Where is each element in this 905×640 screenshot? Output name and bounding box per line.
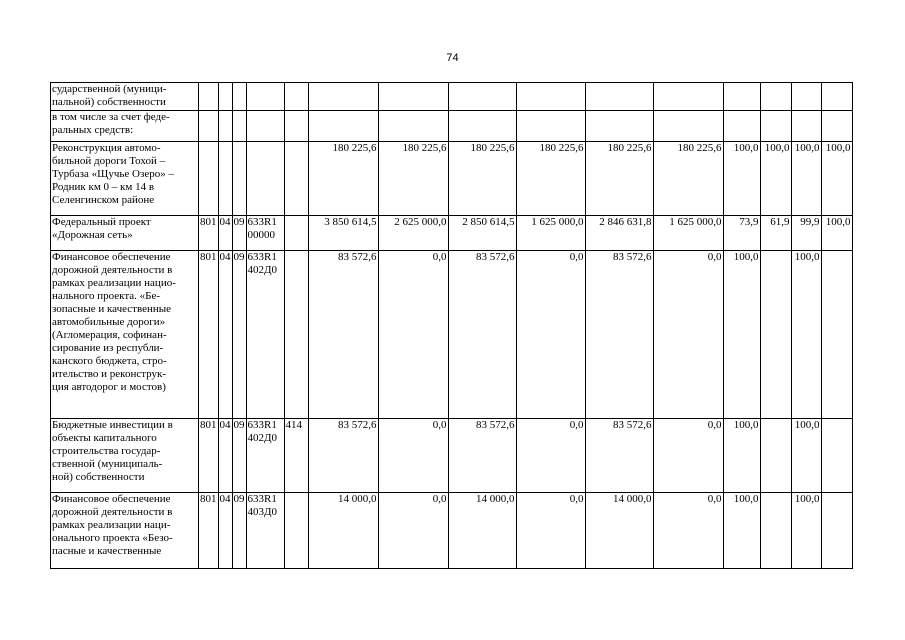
value-cell: 2 625 000,0 bbox=[378, 216, 448, 251]
value-cell: 180 225,6 bbox=[585, 142, 653, 216]
value-cell: 180 225,6 bbox=[378, 142, 448, 216]
percent-cell bbox=[760, 251, 791, 419]
percent-cell bbox=[791, 111, 821, 142]
percent-cell bbox=[760, 493, 791, 569]
value-cell bbox=[448, 83, 516, 111]
value-cell: 83 572,6 bbox=[308, 251, 378, 419]
value-cell: 0,0 bbox=[378, 251, 448, 419]
budget-table bbox=[50, 82, 853, 569]
percent-cell: 100,0 bbox=[723, 419, 760, 493]
value-cell bbox=[448, 111, 516, 142]
value-cell: 83 572,6 bbox=[585, 419, 653, 493]
value-cell bbox=[378, 83, 448, 111]
value-cell: 0,0 bbox=[653, 493, 723, 569]
value-cell bbox=[516, 83, 585, 111]
admin-code: 801 bbox=[199, 419, 219, 493]
value-cell: 180 225,6 bbox=[653, 142, 723, 216]
percent-cell bbox=[821, 111, 852, 142]
value-cell: 0,0 bbox=[653, 251, 723, 419]
value-cell bbox=[585, 83, 653, 111]
value-cell: 3 850 614,5 bbox=[308, 216, 378, 251]
value-cell: 2 846 631,8 bbox=[585, 216, 653, 251]
value-cell bbox=[585, 111, 653, 142]
value-cell: 14 000,0 bbox=[448, 493, 516, 569]
percent-cell bbox=[760, 419, 791, 493]
expense-type-code bbox=[284, 142, 308, 216]
target-article-code bbox=[246, 142, 284, 216]
percent-cell bbox=[821, 419, 852, 493]
table-row bbox=[51, 111, 853, 142]
admin-code: 801 bbox=[199, 216, 219, 251]
admin-code: 801 bbox=[199, 493, 219, 569]
value-cell: 83 572,6 bbox=[585, 251, 653, 419]
row-name: Федеральный проект «Дорожная сеть» bbox=[51, 216, 199, 251]
subsection-code bbox=[232, 83, 246, 111]
value-cell: 14 000,0 bbox=[308, 493, 378, 569]
subsection-code: 09 bbox=[232, 419, 246, 493]
expense-type-code: 414 bbox=[284, 419, 308, 493]
value-cell: 0,0 bbox=[516, 419, 585, 493]
percent-cell: 100,0 bbox=[791, 493, 821, 569]
percent-cell: 100,0 bbox=[723, 142, 760, 216]
percent-cell: 61,9 bbox=[760, 216, 791, 251]
value-cell: 83 572,6 bbox=[448, 419, 516, 493]
expense-type-code bbox=[284, 216, 308, 251]
value-cell: 1 625 000,0 bbox=[653, 216, 723, 251]
row-name: в том числе за счет феде- ральных средств: bbox=[51, 111, 199, 142]
section-code bbox=[218, 142, 232, 216]
admin-code bbox=[199, 111, 219, 142]
value-cell: 0,0 bbox=[516, 493, 585, 569]
value-cell: 0,0 bbox=[516, 251, 585, 419]
value-cell: 0,0 bbox=[378, 493, 448, 569]
section-code: 04 bbox=[218, 216, 232, 251]
value-cell: 83 572,6 bbox=[448, 251, 516, 419]
percent-cell bbox=[791, 83, 821, 111]
target-article-code: 633R1 00000 bbox=[246, 216, 284, 251]
table-row bbox=[51, 419, 853, 493]
value-cell: 2 850 614,5 bbox=[448, 216, 516, 251]
percent-cell: 100,0 bbox=[723, 251, 760, 419]
row-name: Финансовое обеспечение дорожной деятельности в рамках реализации наци- онального проекта «Безо- пасные и качественные bbox=[51, 493, 199, 569]
page-number: 74 bbox=[446, 52, 459, 64]
subsection-code: 09 bbox=[232, 216, 246, 251]
value-cell: 180 225,6 bbox=[448, 142, 516, 216]
expense-type-code bbox=[284, 83, 308, 111]
percent-cell: 100,0 bbox=[821, 216, 852, 251]
expense-type-code bbox=[284, 251, 308, 419]
value-cell bbox=[378, 111, 448, 142]
subsection-code: 09 bbox=[232, 251, 246, 419]
percent-cell bbox=[723, 111, 760, 142]
value-cell: 180 225,6 bbox=[308, 142, 378, 216]
percent-cell: 100,0 bbox=[723, 493, 760, 569]
percent-cell bbox=[821, 251, 852, 419]
percent-cell: 100,0 bbox=[791, 142, 821, 216]
percent-cell bbox=[821, 493, 852, 569]
value-cell bbox=[653, 83, 723, 111]
row-name: Бюджетные инвестиции в объекты капитального строительства государ- ственной (муниципаль- ной) собственности bbox=[51, 419, 199, 493]
value-cell bbox=[308, 83, 378, 111]
table-row bbox=[51, 493, 853, 569]
value-cell bbox=[653, 111, 723, 142]
value-cell: 180 225,6 bbox=[516, 142, 585, 216]
value-cell bbox=[308, 111, 378, 142]
section-code: 04 bbox=[218, 493, 232, 569]
table-row bbox=[51, 216, 853, 251]
percent-cell: 99,9 bbox=[791, 216, 821, 251]
value-cell: 1 625 000,0 bbox=[516, 216, 585, 251]
target-article-code: 633R1 402Д0 bbox=[246, 251, 284, 419]
value-cell bbox=[516, 111, 585, 142]
admin-code bbox=[199, 142, 219, 216]
percent-cell bbox=[760, 111, 791, 142]
admin-code: 801 bbox=[199, 251, 219, 419]
row-name: Финансовое обеспечение дорожной деятельности в рамках реализации нацио- нального проекта. «Бе- зопасные и качественные автомобильные дороги» (Агломерация, софинан- сирование из республи- канского бюджета, стро- ительство и реконструк- ция автодорог и мостов) bbox=[51, 251, 199, 419]
percent-cell bbox=[723, 83, 760, 111]
section-code bbox=[218, 83, 232, 111]
expense-type-code bbox=[284, 111, 308, 142]
target-article-code bbox=[246, 83, 284, 111]
subsection-code bbox=[232, 111, 246, 142]
table-row bbox=[51, 251, 853, 419]
row-name: сударственной (муници- пальной) собственности bbox=[51, 83, 199, 111]
target-article-code: 633R1 403Д0 bbox=[246, 493, 284, 569]
percent-cell: 100,0 bbox=[791, 251, 821, 419]
target-article-code: 633R1 402Д0 bbox=[246, 419, 284, 493]
percent-cell: 100,0 bbox=[821, 142, 852, 216]
percent-cell: 73,9 bbox=[723, 216, 760, 251]
table-row bbox=[51, 83, 853, 111]
value-cell: 83 572,6 bbox=[308, 419, 378, 493]
value-cell: 0,0 bbox=[653, 419, 723, 493]
row-name: Реконструкция автомо- бильной дороги Тохой – Турбаза «Щучье Озеро» – Родник км 0 – км 14 в Селенгинском районе bbox=[51, 142, 199, 216]
section-code: 04 bbox=[218, 251, 232, 419]
value-cell: 14 000,0 bbox=[585, 493, 653, 569]
value-cell: 0,0 bbox=[378, 419, 448, 493]
section-code: 04 bbox=[218, 419, 232, 493]
percent-cell bbox=[760, 83, 791, 111]
percent-cell: 100,0 bbox=[760, 142, 791, 216]
percent-cell bbox=[821, 83, 852, 111]
table-row bbox=[51, 142, 853, 216]
subsection-code: 09 bbox=[232, 493, 246, 569]
percent-cell: 100,0 bbox=[791, 419, 821, 493]
section-code bbox=[218, 111, 232, 142]
admin-code bbox=[199, 83, 219, 111]
expense-type-code bbox=[284, 493, 308, 569]
target-article-code bbox=[246, 111, 284, 142]
subsection-code bbox=[232, 142, 246, 216]
